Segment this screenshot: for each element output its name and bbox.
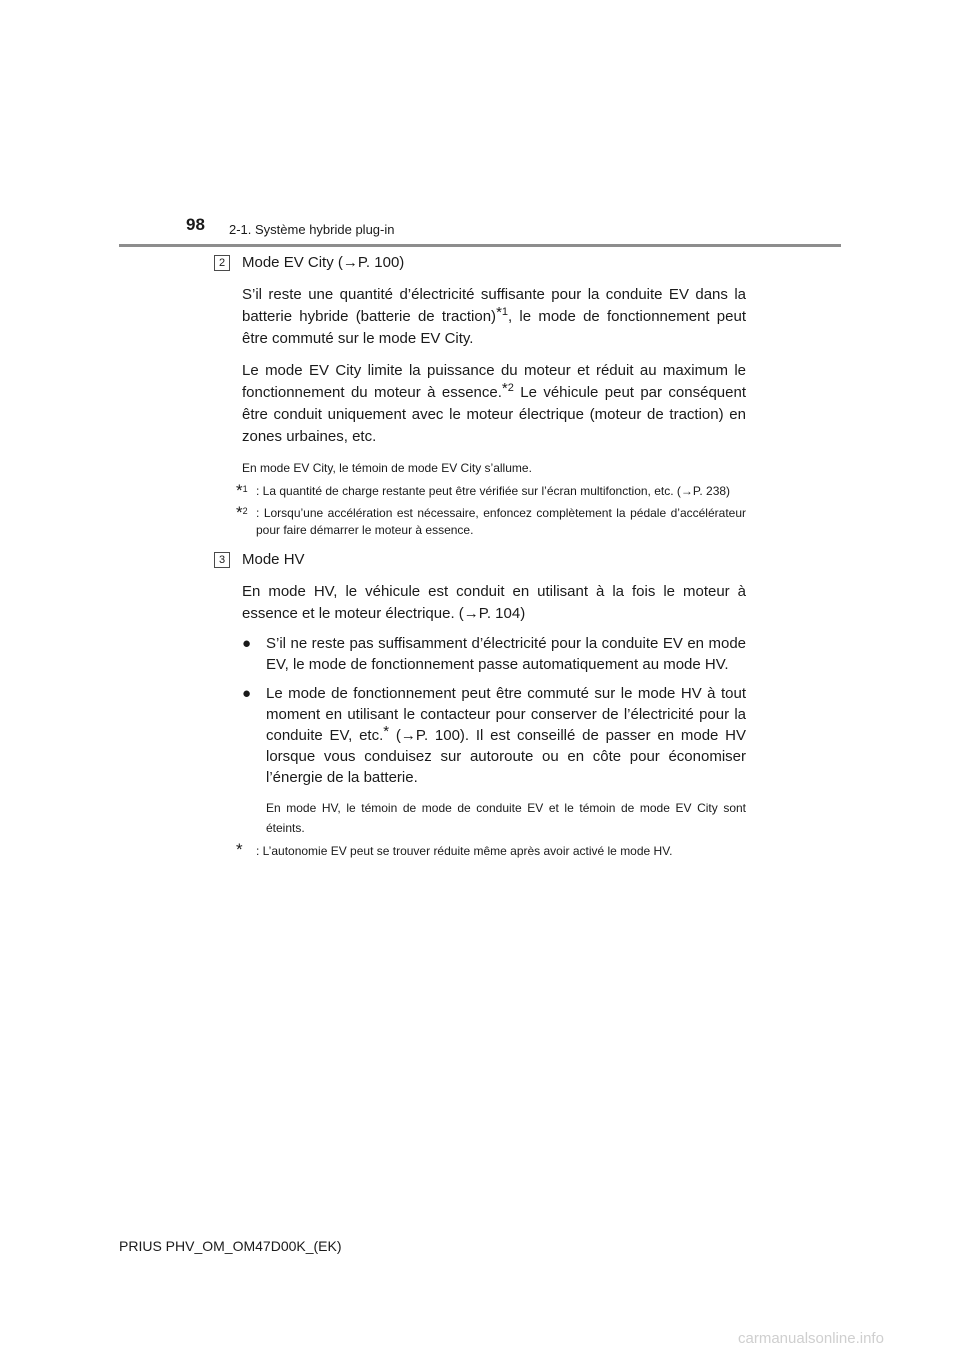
bullet-icon: ●: [242, 685, 252, 702]
item-2-p2-text-end: Le véhicule peut par conséquent être conduit uniquement avec le moteur électrique (moteur de traction) en zones urbaines, etc.: [242, 384, 746, 445]
watermark: carmanualsonline.info: [738, 1330, 884, 1347]
footnote-3-text: : L’autonomie EV peut se trouver réduite même après avoir activé le mode HV.: [256, 844, 673, 858]
item-2-p1-text-end: , le mode de fonctionnement peut être commuté sur le mode EV City.: [242, 308, 747, 347]
item-3-bullet-1-text: S’il ne reste pas suffisamment d’électricité pour la conduite EV en mode EV, le mode de fonctionnement passe automatiquement au mode HV.: [266, 635, 746, 673]
footnote-2-marker: *$^2$: [236, 503, 248, 522]
bullet-icon: ●: [242, 635, 252, 652]
item-3-paragraph-1: En mode HV, le véhicule est conduit en utilisant à la fois le moteur à essence et le moteur électrique. (→P. 104): [242, 583, 746, 622]
header-divider: [119, 244, 841, 247]
item-2-title: Mode EV City (→P. 100): [242, 254, 405, 271]
footnote-ref-asterisk: *: [496, 304, 502, 321]
model-code: PRIUS PHV_OM_OM47D00K_(EK): [119, 1238, 342, 1254]
item-2-note: En mode EV City, le témoin de mode EV City s’allume.: [242, 461, 532, 475]
item-3-bullet-2-text-b: (→P. 100). Il est conseillé de passer en mode HV lorsque vous conduisez sur autoroute ou en côte pour économiser l’énergie de la batterie.: [266, 727, 746, 786]
footnote-1: [236, 483, 746, 500]
item-3-heading: [214, 549, 746, 571]
footnote-ref-asterisk: *: [383, 723, 390, 740]
item-2-heading: [214, 252, 746, 274]
item-2-p1-text: S’il reste une quantité d’électricité suffisante pour la conduite EV dans la batterie hybride (batterie de traction): [242, 286, 746, 325]
item-3-bullet-1: [242, 633, 746, 675]
section-title: 2-1. Système hybride plug-in: [229, 222, 395, 237]
item-2-paragraph-1: [242, 284, 746, 350]
footnote-3-marker: *: [236, 840, 243, 859]
page-header: [0, 0, 960, 250]
footnote-ref-asterisk: *: [501, 380, 508, 397]
item-2-paragraph-2: [242, 360, 746, 448]
item-2-p2-text: Le mode EV City limite la puissance du moteur et réduit au maximum le fonctionnement du moteur à essence.: [242, 362, 746, 401]
item-3-bullet-2: [242, 683, 746, 788]
footnote-3: [236, 840, 746, 860]
page-content: [214, 252, 746, 860]
footnote-1-marker: *$^1$: [236, 481, 248, 500]
footnote-ref-2: 2: [507, 382, 514, 394]
footnote-2: [236, 505, 746, 539]
item-2-number: 2: [214, 255, 230, 271]
item-3-bullet-2-text-a: Le mode de fonctionnement peut être commuté sur le mode HV à tout moment en utilisant le contacteur pour conserver de l’électricité pour la conduite EV, etc.: [266, 685, 746, 744]
footnote-2-text: : Lorsqu’une accélération est nécessaire, enfoncez complètement la pédale d’accélérateur pour faire démarrer le moteur à essence.: [256, 506, 746, 537]
footnote-ref-1: 1: [501, 306, 509, 318]
item-3-note: En mode HV, le témoin de mode de conduite EV et le témoin de mode EV City sont éteints.: [266, 801, 746, 835]
page-number: 98: [186, 215, 205, 234]
item-3-number: 3: [214, 552, 230, 568]
item-3-title: Mode HV: [242, 551, 305, 568]
footnote-1-text: : La quantité de charge restante peut être vérifiée sur l’écran multifonction, etc. (→P. 238): [256, 484, 731, 498]
